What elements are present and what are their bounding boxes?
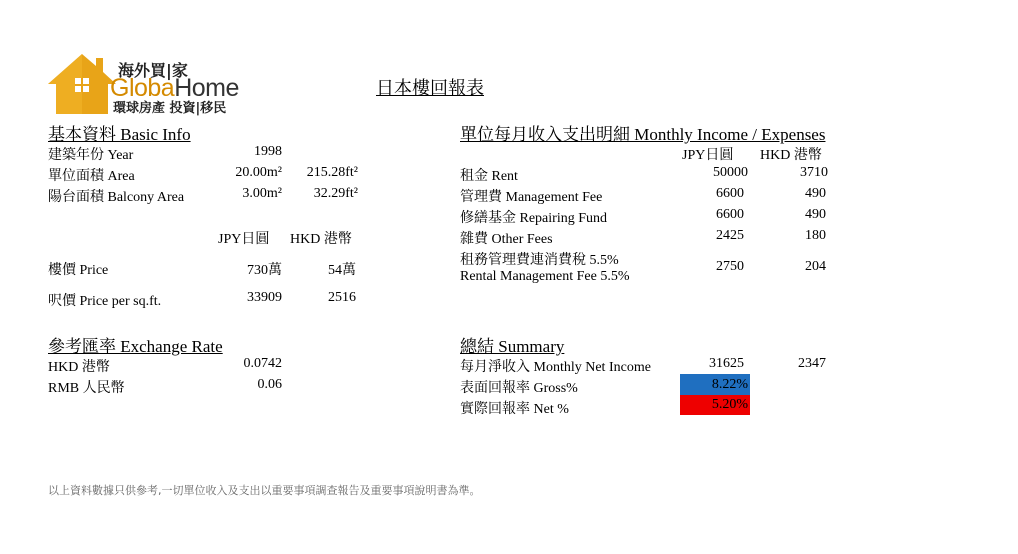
house-logo-icon [46,52,118,116]
monthly-repair-jpy: 6600 [716,207,744,222]
exchange-rmb-value: 0.06 [257,377,282,392]
basic-row-year-label: 建築年份 Year [48,148,134,163]
monthly-rental-label-cn: 租務管理費連消費稅 5.5% [460,253,619,268]
monthly-mgmt-jpy: 6600 [716,186,744,201]
exchange-rmb-label: RMB 人民幣 [48,381,125,396]
monthly-header: 單位每月收入支出明細 Monthly Income / Expenses [460,125,826,144]
psf-jpy: 33909 [247,290,282,305]
page-title: 日本樓回報表 [376,78,484,98]
summary-header: 總結 Summary [460,337,565,356]
basic-row-area-ft2: 215.28ft² [306,165,358,180]
exchange-hkd-label: HKD 港幣 [48,360,110,375]
disclaimer-footnote: 以上資料數據只供參考,一切單位收入及支出以重要事項調查報告及重要事項說明書為準。 [48,484,481,497]
monthly-other-hkd: 180 [805,228,826,243]
exchange-hkd-value: 0.0742 [243,356,282,371]
monthly-repair-hkd: 490 [805,207,826,222]
gross-yield-value: 8.22% [680,374,750,395]
net-yield-value: 5.20% [680,395,750,415]
exchange-header: 參考匯率 Exchange Rate [48,337,223,356]
basic-col-hkd: HKD 港幣 [290,232,352,247]
price-hkd: 54萬 [328,263,356,278]
monthly-rental-hkd: 204 [805,259,826,274]
monthly-col-jpy: JPY日圓 [682,148,734,163]
logo-cn-line1: 海外買|家 [118,61,188,80]
basic-row-area-m2: 20.00m² [235,165,282,180]
net-yield-label: 實際回報率 Net % [460,402,569,417]
logo-brand-global: Globa [110,74,175,102]
net-income-jpy: 31625 [709,356,744,371]
monthly-other-label: 雜費 Other Fees [460,232,553,247]
monthly-rental-label-en: Rental Management Fee 5.5% [460,269,630,284]
psf-label: 呎價 Price per sq.ft. [48,294,162,309]
basic-row-area-label: 單位面積 Area [48,169,135,184]
logo-brand-home: Home [174,74,239,102]
psf-hkd: 2516 [328,290,356,305]
logo-cn-line2: 環球房產 投資|移民 [113,101,227,116]
basic-info-header: 基本資料 Basic Info [48,125,191,144]
gross-yield-label: 表面回報率 Gross% [460,381,578,396]
monthly-other-jpy: 2425 [716,228,744,243]
monthly-col-hkd: HKD 港幣 [760,148,822,163]
monthly-rental-jpy: 2750 [716,259,744,274]
monthly-rent-jpy: 50000 [713,165,748,180]
monthly-repair-label: 修繕基金 Repairing Fund [460,211,607,226]
monthly-mgmt-label: 管理費 Management Fee [460,190,603,205]
net-income-label: 每月淨收入 Monthly Net Income [460,360,651,375]
basic-col-jpy: JPY日圓 [218,232,270,247]
basic-row-balcony-m2: 3.00m² [242,186,282,201]
basic-row-balcony-label: 陽台面積 Balcony Area [48,190,185,205]
monthly-rent-hkd: 3710 [800,165,828,180]
basic-row-year-value: 1998 [254,144,282,159]
monthly-mgmt-hkd: 490 [805,186,826,201]
monthly-rent-label: 租金 Rent [460,169,518,184]
price-label: 樓價 Price [48,263,109,278]
price-jpy: 730萬 [247,263,282,278]
basic-row-balcony-ft2: 32.29ft² [313,186,358,201]
net-income-hkd: 2347 [798,356,826,371]
